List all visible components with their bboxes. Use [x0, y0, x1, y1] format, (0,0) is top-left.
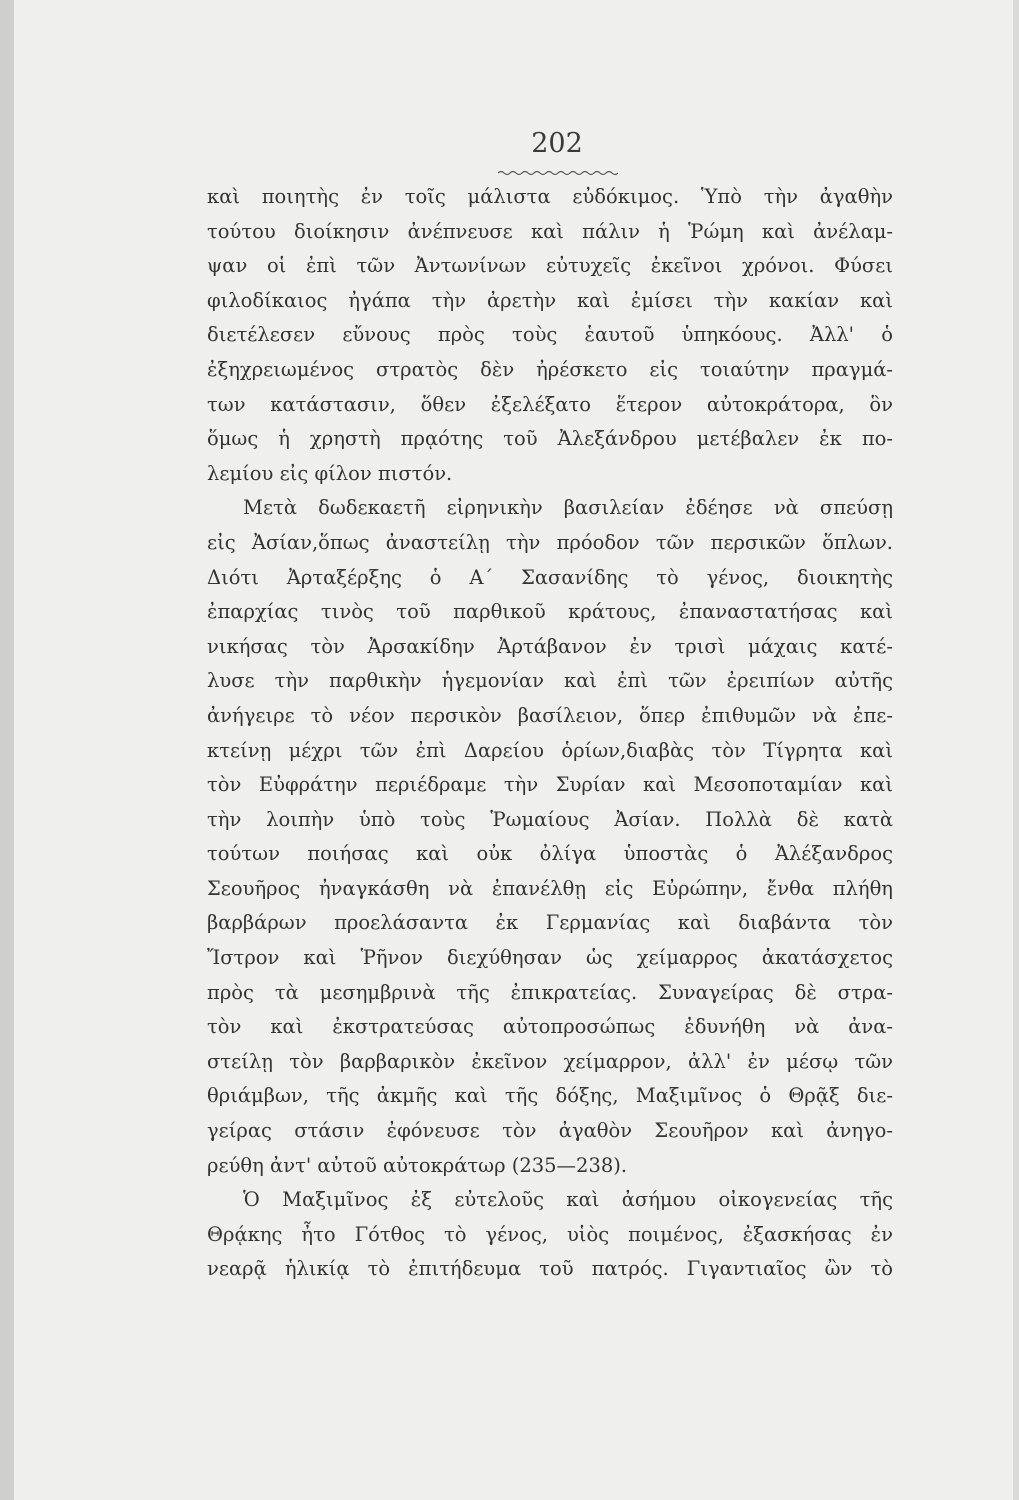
text-line: στείλῃ τὸν βαρβαρικὸν ἐκεῖνον χείμαρρον, ἀλλ' ἐν μέσῳ τῶν: [207, 1049, 893, 1073]
text-line: κτείνῃ μέχρι τῶν ἐπὶ Δαρείου ὁρίων,διαβὰς τὸν Τίγρητα καὶ: [207, 738, 893, 762]
text-line: βαρβάρων προελάσαντα ἐκ Γερμανίας καὶ διαβάντα τὸν: [207, 911, 893, 935]
text-line: τούτων ποιήσας καὶ οὐκ ὀλίγα ὑποστὰς ὁ Ἀλέξανδρος: [207, 842, 893, 866]
text-line: γείρας στάσιν ἐφόνευσε τὸν ἀγαθὸν Σεουῆρον καὶ ἀνηγο-: [207, 1119, 893, 1143]
text-line: λεμίου εἰς φίλον πιστόν.: [207, 461, 453, 485]
wavy-rule-ornament: [498, 170, 618, 176]
text-line: τούτου διοίκησιν ἀνέπνευσε καὶ πάλιν ἡ Ῥώμη καὶ ἀνέλαμ-: [207, 219, 893, 243]
text-line: τὸν Εὐφράτην περιέδραμε τὴν Συρίαν καὶ Μεσοποταμίαν καὶ: [207, 773, 893, 797]
body-text: [207, 180, 893, 1287]
paragraph: [207, 180, 893, 491]
text-line: Σεουῆρος ἠναγκάσθη νὰ ἐπανέλθῃ εἰς Εὐρώπην, ἔνθα πλήθη: [207, 876, 893, 900]
text-line: πρὸς τὰ μεσημβρινὰ τῆς ἐπικρατείας. Συναγείρας δὲ στρα-: [207, 980, 893, 1004]
text-line: ὅμως ἡ χρηστὴ πρᾳότης τοῦ Ἀλεξάνδρου μετέβαλεν ἐκ πο-: [207, 427, 893, 451]
text-line: ψαν οἱ ἐπὶ τῶν Ἀντωνίνων εὐτυχεῖς ἐκεῖνοι χρόνοι. Φύσει: [207, 254, 893, 278]
paragraph: [207, 1183, 893, 1287]
text-line: ἐξηχρειωμένος στρατὸς δὲν ἠρέσκετο εἰς τοιαύτην πραγμά-: [207, 357, 893, 381]
text-line: διετέλεσεν εὔνους πρὸς τοὺς ἑαυτοῦ ὑπηκόους. Ἀλλ' ὁ: [207, 323, 893, 347]
text-line: Ὁ Μαξιμῖνος ἐξ εὐτελοῦς καὶ ἀσήμου οἰκογενείας τῆς: [243, 1188, 893, 1212]
text-line: τὴν λοιπὴν ὑπὸ τοὺς Ῥωμαίους Ἀσίαν. Πολλὰ δὲ κατὰ: [207, 807, 893, 831]
text-line: τὸν καὶ ἐκστρατεύσας αὐτοπροσώπως ἐδυνήθη νὰ ἀνα-: [207, 1015, 893, 1039]
text-line: φιλοδίκαιος ἠγάπα τὴν ἀρετὴν καὶ ἐμίσει τὴν κακίαν καὶ: [207, 288, 893, 312]
text-line: ἀνήγειρε τὸ νέον περσικὸν βασίλειον, ὅπερ ἐπιθυμῶν νὰ ἐπε-: [207, 703, 893, 727]
text-line: λυσε τὴν παρθικὴν ἡγεμονίαν καὶ ἐπὶ τῶν ἐρειπίων αὐτῆς: [207, 669, 893, 693]
text-line: Ἴστρον καὶ Ῥῆνον διεχύθησαν ὡς χείμαρρος ἀκατάσχετος: [207, 946, 893, 970]
page-number: 202: [531, 128, 583, 159]
text-line: καὶ ποιητὴς ἐν τοῖς μάλιστα εὐδόκιμος. Ὑπὸ τὴν ἀγαθὴν: [207, 185, 893, 208]
paragraph: [207, 491, 893, 1183]
text-line: ἐπαρχίας τινὸς τοῦ παρθικοῦ κράτους, ἐπαναστατήσας καὶ: [207, 600, 893, 624]
text-line: ρεύθη ἀντ' αὐτοῦ αὐτοκράτωρ (235—238).: [207, 1153, 628, 1177]
text-line: νικήσας τὸν Ἀρσακίδην Ἀρτάβανον ἐν τρισὶ μάχαις κατέ-: [207, 634, 893, 658]
text-line: των κατάστασιν, ὅθεν ἐξελέξατο ἕτερον αὐτοκράτορα, ὃν: [207, 392, 893, 416]
text-line: νεαρᾷ ἡλικίᾳ τὸ ἐπιτήδευμα τοῦ πατρός. Γιγαντιαῖος ὢν τὸ: [207, 1257, 893, 1281]
text-line: Θρᾴκης ἦτο Γότθος τὸ γένος, υἱὸς ποιμένος, ἐξασκήσας ἐν: [207, 1222, 893, 1246]
text-line: θριάμβων, τῆς ἀκμῆς καὶ τῆς δόξης, Μαξιμῖνος ὁ Θρᾷξ διε-: [207, 1084, 893, 1108]
text-line: Μετὰ δωδεκαετῆ εἰρηνικὴν βασιλείαν ἐδέησε νὰ σπεύσῃ: [243, 496, 893, 520]
text-line: Διότι Ἀρταξέρξης ὁ Α΄ Σασανίδης τὸ γένος, διοικητὴς: [207, 565, 893, 589]
text-line: εἰς Ἀσίαν,ὅπως ἀναστείλῃ τὴν πρόοδον τῶν περσικῶν ὅπλων.: [207, 530, 893, 554]
